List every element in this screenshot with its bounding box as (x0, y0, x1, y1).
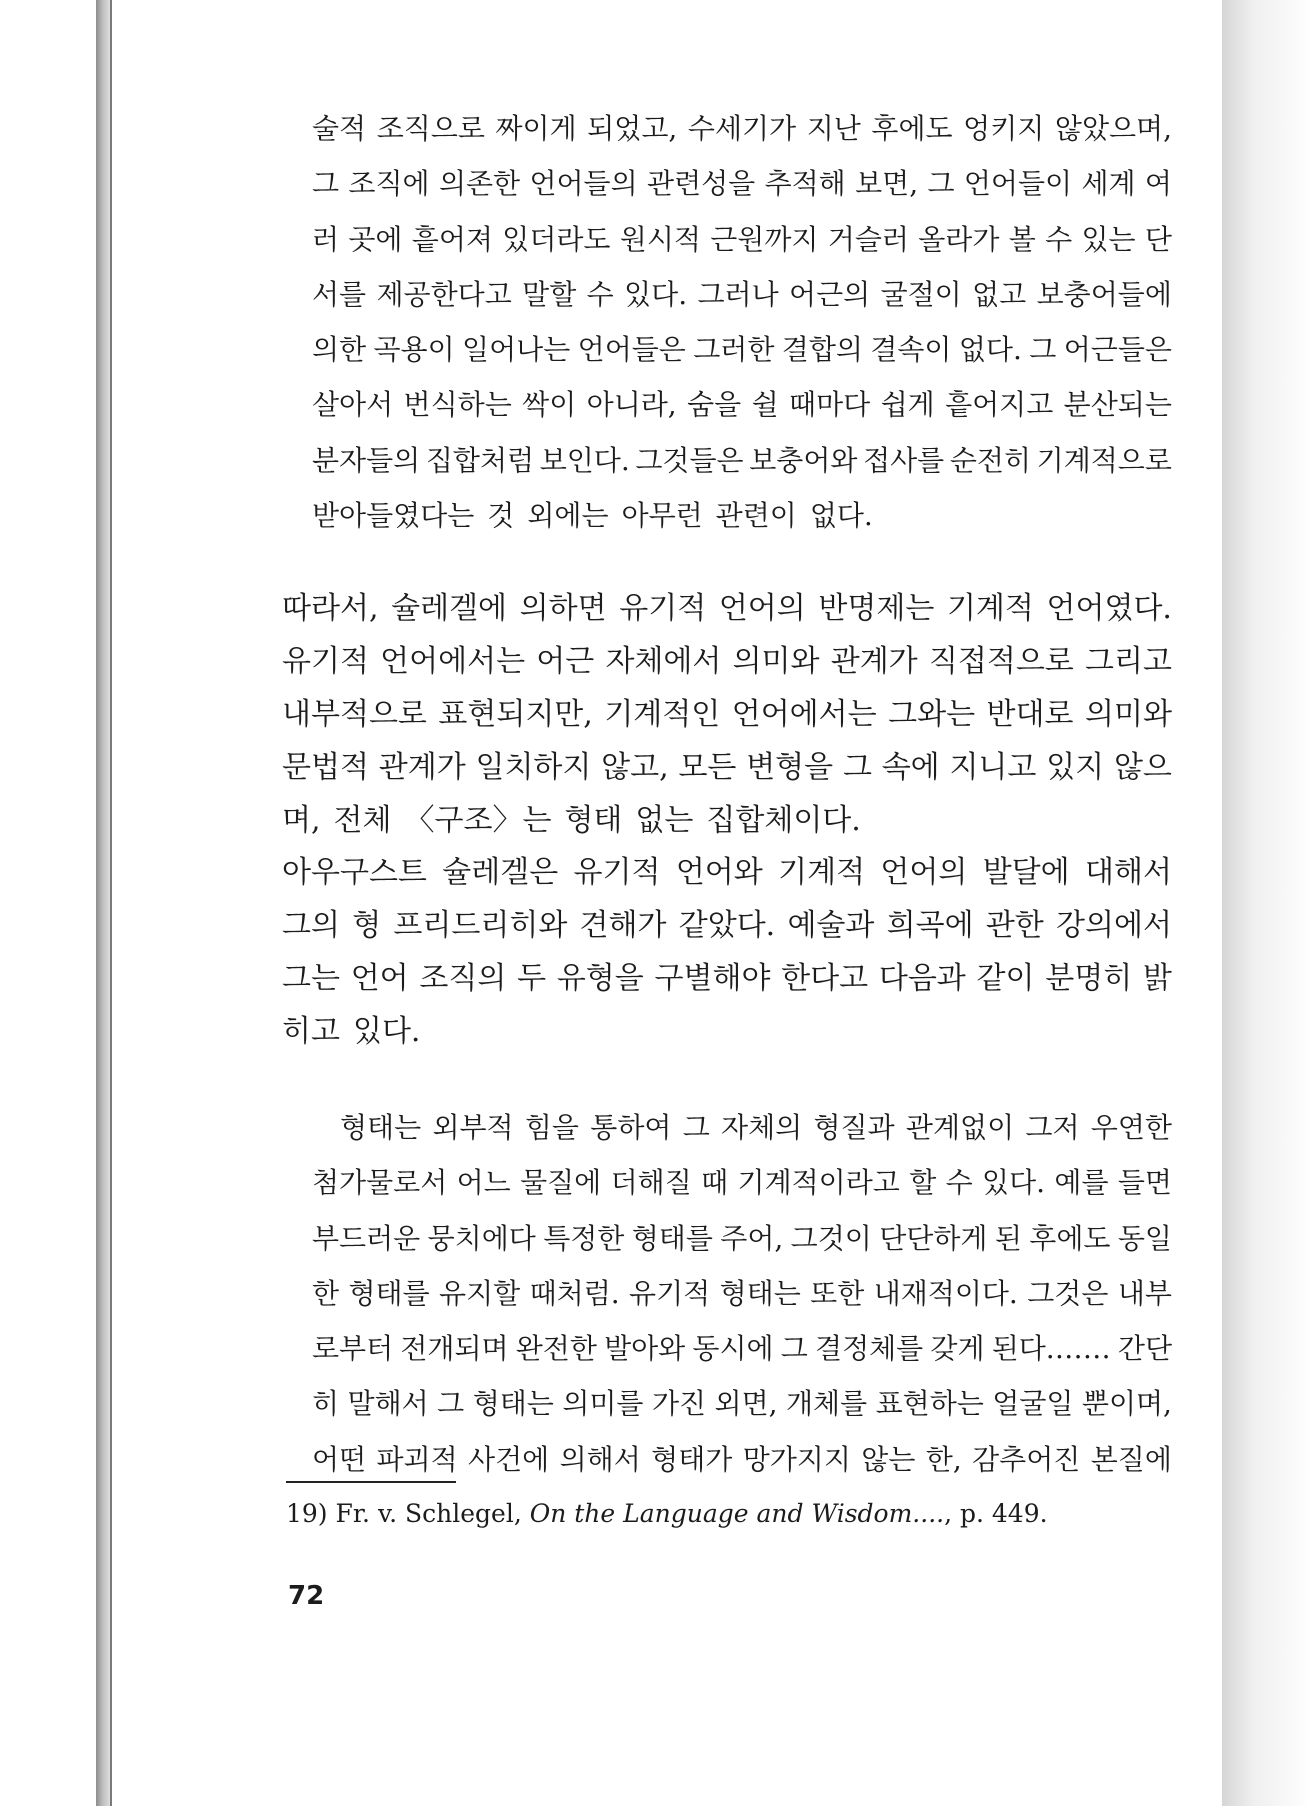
word: 때처럼. (529, 1276, 620, 1310)
word: 간단 (1117, 1332, 1172, 1366)
word: 지니고 (949, 750, 1037, 785)
text-line (312, 1376, 1172, 1431)
word: 곳에 (348, 222, 403, 256)
footnote-rule (286, 1481, 456, 1483)
word: 언어에서는 (731, 697, 877, 732)
word: 그러한 (693, 333, 775, 367)
word: 흩어져 (411, 222, 493, 256)
word: 의한 (312, 333, 367, 367)
word: 가진 (651, 1387, 707, 1421)
word: 그것이 (790, 1221, 872, 1255)
word: 수 (945, 1166, 973, 1200)
word: 쉽게 (880, 388, 935, 422)
footnote-suffix: , p. 449. (944, 1499, 1048, 1528)
word: 때 (701, 1166, 729, 1200)
word: 표현되지만, (438, 697, 593, 732)
text-line (312, 322, 1172, 377)
word: 그리고 (1084, 644, 1172, 679)
word: 직접적으로 (928, 644, 1074, 679)
word: 발달에 (982, 855, 1070, 890)
word: 예술과 (787, 908, 875, 943)
word: 의미를 (562, 1387, 644, 1421)
word: 조직에 (348, 167, 430, 201)
word: 형태를 (348, 1276, 430, 1310)
text-line (312, 101, 1172, 156)
page-shadow (1222, 0, 1311, 1806)
page-number: 72 (288, 1581, 325, 1611)
word: 통하여 (590, 1111, 672, 1144)
word: 그의 (282, 908, 340, 943)
word: 관계가 (378, 750, 466, 785)
word: 또한 (810, 1276, 865, 1310)
word: 변형을 (746, 750, 834, 785)
word: 형태는 (719, 1276, 801, 1310)
word: 러 (312, 222, 340, 256)
word: 기계적이라고 (737, 1166, 900, 1200)
word: 그 (312, 167, 340, 201)
word: 유지할 (439, 1276, 521, 1310)
word: 히고 (282, 1014, 340, 1049)
word: 관계없이 (905, 1111, 1015, 1144)
word: 그와는 (888, 697, 976, 732)
text-line (312, 156, 1172, 211)
word: 없다. (958, 333, 1022, 367)
word: 순전히 (949, 443, 1032, 477)
word: 있다. (624, 277, 688, 311)
word: 〈구조〉는 (404, 803, 552, 838)
word: 며, (282, 803, 321, 838)
word: 외면, (714, 1387, 778, 1421)
text-line (282, 741, 1172, 794)
word: 그러나 (697, 277, 779, 311)
word: 제공한다고 (376, 277, 512, 311)
word: 물질에 (520, 1166, 602, 1200)
word: 어근들은 (1063, 333, 1172, 367)
word: 다음과 (878, 961, 966, 996)
word: 구별해야 (654, 961, 771, 996)
word: 외에는 (527, 499, 609, 533)
word: 않았으며, (1054, 112, 1172, 145)
text-line (282, 899, 1172, 952)
text-line (312, 267, 1172, 322)
word: 때마다 (789, 388, 871, 422)
word: 후에도 (1029, 1221, 1111, 1255)
word: 파괴적 (376, 1442, 458, 1476)
word: 후에도 (871, 112, 953, 145)
word: 관한 (985, 908, 1044, 943)
word: 아무런 (621, 499, 703, 533)
word: 부드러운 (312, 1221, 421, 1255)
word: 있더라도 (502, 222, 611, 256)
word: 수 (586, 277, 614, 311)
word: 같이 (976, 961, 1035, 996)
word: 내부적으로 (282, 697, 427, 732)
word: 형태는 (472, 1387, 554, 1421)
text-line (282, 582, 1172, 635)
word: 접사를 (863, 443, 945, 477)
word: 말할 (522, 277, 577, 311)
word: 결정체를 (815, 1332, 924, 1366)
word: 단 (1144, 222, 1172, 256)
word: 어근 (536, 644, 595, 679)
word: 그것은 (1027, 1276, 1109, 1310)
word: 갖게 (930, 1332, 985, 1366)
word: 반명제는 (818, 591, 935, 626)
word: 기계적 (778, 855, 866, 890)
word: 모든 (678, 750, 737, 785)
word: 보인다. (539, 443, 630, 477)
word: 살아서 (312, 388, 394, 422)
word: 않는 (861, 1442, 916, 1476)
word: 기계적인 (604, 697, 721, 732)
word: 전체 (333, 803, 392, 838)
text-line (312, 212, 1172, 267)
word: 개체를 (785, 1387, 868, 1421)
word: 관련성을 (647, 167, 756, 201)
word: 않으 (1113, 750, 1172, 785)
word: 의하면 (519, 591, 607, 626)
word: 있지 (1046, 750, 1105, 785)
word: 보충어와 (749, 443, 858, 477)
word: 언어의 (880, 855, 968, 890)
word: 세계 (1081, 167, 1136, 201)
word: 동시에 (692, 1332, 774, 1366)
word: 완전한 (515, 1332, 597, 1366)
word: 표현하는 (875, 1387, 984, 1421)
word: 아우구스트 (282, 855, 427, 890)
word: 보면, (855, 167, 919, 201)
word: 싹이 (522, 388, 577, 422)
word: 문법적 (282, 750, 369, 785)
word: 한 (312, 1276, 340, 1310)
word: 것 (487, 499, 515, 533)
word: 집합처럼 (425, 443, 535, 477)
word: 외부적 (432, 1111, 514, 1144)
word: 의미와 (732, 644, 820, 679)
word: 올라가 (918, 222, 1000, 256)
word: 엉키지 (963, 112, 1045, 145)
word: 강의에서 (1056, 908, 1172, 943)
word: 그저 (1025, 1111, 1080, 1144)
word: 언어들은 (577, 333, 686, 367)
word: 거슬러 (827, 222, 909, 256)
word: 얼굴일 (992, 1387, 1074, 1421)
word: 그 (842, 750, 872, 785)
word: 형질과 (813, 1111, 895, 1144)
word: 그 (927, 167, 955, 201)
word: 아니라, (586, 388, 677, 422)
word: 않고, (601, 750, 669, 785)
text-line (282, 846, 1172, 899)
word: 일어나는 (462, 333, 571, 367)
word: 여 (1144, 167, 1172, 201)
text-line (312, 1266, 1172, 1321)
word: 우연한 (1090, 1111, 1172, 1144)
word: 본질에 (1090, 1442, 1172, 1476)
word: 자체에서 (605, 644, 722, 679)
word: 된 (994, 1221, 1022, 1255)
text-line (312, 488, 1172, 543)
word: 그 (682, 1111, 710, 1144)
footnote-title: On the Language and Wisdom.... (529, 1499, 945, 1528)
word: 의미와 (1084, 697, 1172, 732)
word: 술적 (312, 112, 367, 145)
text-line (282, 1005, 1172, 1058)
word: 그 (1029, 333, 1057, 367)
word: 유기적 (629, 1276, 711, 1310)
word: 언어들이 (963, 167, 1073, 201)
word: 언어였다. (1046, 591, 1172, 626)
word: 슐레겔에 (391, 591, 508, 626)
word: 말해서 (347, 1387, 429, 1421)
word: 조직으로 (376, 112, 485, 145)
word: 형태는 (340, 1111, 422, 1144)
word: 원시적 (619, 222, 701, 256)
word: 사건에 (468, 1442, 550, 1476)
word: 망가지지 (742, 1442, 851, 1476)
word: 언어와 (675, 855, 763, 890)
text-line (282, 794, 1172, 847)
word: 지난 (806, 112, 861, 145)
word: 그는 (282, 961, 340, 996)
text-line (312, 1100, 1172, 1155)
word: 보충어들에 (1036, 277, 1172, 311)
word: 관계가 (830, 644, 918, 679)
word: 더해질 (610, 1166, 692, 1200)
word: 속에 (881, 750, 940, 785)
word: 받아들였다는 (312, 499, 475, 533)
word: 유기적 (619, 591, 707, 626)
word: 수세기가 (687, 112, 797, 145)
word: 분명히 (1045, 961, 1133, 996)
word: 분자들의 (312, 443, 421, 477)
word: 어느 (456, 1166, 511, 1200)
text-line (312, 1432, 1172, 1487)
word: 첨가물로서 (312, 1166, 448, 1200)
footnote (286, 1496, 1048, 1532)
word: 기계적 (946, 591, 1034, 626)
word: 그 (780, 1332, 808, 1366)
text-line (312, 377, 1172, 432)
word: 근원까지 (710, 222, 819, 256)
word: 형태를 (631, 1221, 713, 1255)
word: 프리드리히와 (393, 908, 568, 943)
word: 번식하는 (403, 388, 512, 422)
word: 할 (909, 1166, 937, 1200)
word: 두 (517, 961, 547, 996)
word: 같았다. (678, 908, 776, 943)
word: 관련이 (715, 499, 797, 533)
text-line (282, 952, 1172, 1005)
word: 없고 (972, 277, 1027, 311)
word: 힘을 (524, 1111, 579, 1144)
word: 결속이 (870, 333, 952, 367)
word: 수 (1045, 222, 1073, 256)
word: 서를 (312, 277, 367, 311)
word: 형태 (564, 803, 623, 838)
word: 전개되며 (400, 1332, 509, 1366)
word: 언어 (350, 961, 409, 996)
word: 로부터 (312, 1332, 394, 1366)
word: 견해가 (579, 908, 667, 943)
word: 대해서 (1085, 855, 1172, 890)
block-quote-2 (312, 1100, 1172, 1487)
word: 언어의 (718, 591, 806, 626)
word: 있다. (352, 1014, 421, 1049)
word: 한, (925, 1442, 962, 1476)
word: 단단하게 (879, 1221, 988, 1255)
word: 주어, (720, 1221, 784, 1255)
word: 있다. (982, 1166, 1046, 1200)
footnote-prefix: 19) Fr. v. Schlegel, (286, 1499, 530, 1528)
word: 조직의 (419, 961, 507, 996)
word: 예를 (1054, 1166, 1109, 1200)
word: 있는 (1081, 222, 1136, 256)
word: 굴절이 (880, 277, 962, 311)
word: 형 (352, 908, 382, 943)
word: 결합의 (781, 333, 863, 367)
word: 일치하지 (475, 750, 592, 785)
word: 기계적으로 (1036, 443, 1172, 477)
word: 어근의 (789, 277, 871, 311)
word: 분산되는 (1063, 388, 1172, 422)
word: 동일 (1117, 1221, 1172, 1255)
word: 자체의 (721, 1111, 803, 1144)
text-line (282, 635, 1172, 688)
word: 된다.…… (991, 1332, 1111, 1366)
word: 특정한 (543, 1221, 625, 1255)
text-line (312, 1155, 1172, 1210)
word: 뭉치에다 (427, 1221, 536, 1255)
word: 유기적 (573, 855, 661, 890)
text-line (312, 1211, 1172, 1266)
word: 밝 (1142, 961, 1172, 996)
text-line (312, 433, 1172, 488)
word: 볼 (1008, 222, 1036, 256)
word: 추적해 (764, 167, 846, 201)
word: 내재적이다. (873, 1276, 1018, 1310)
word: 곡용이 (373, 333, 455, 367)
word: 뿐이며, (1081, 1387, 1172, 1421)
word: 내부 (1117, 1276, 1172, 1310)
word: 그 (437, 1387, 465, 1421)
word: 쉴 (751, 388, 779, 422)
paragraph-1 (282, 582, 1172, 847)
block-quote-1 (312, 101, 1172, 543)
word: 감추어진 (972, 1442, 1081, 1476)
word: 발아와 (604, 1332, 686, 1366)
word: 없는 (635, 803, 694, 838)
word: 유형을 (556, 961, 644, 996)
word: 반대로 (986, 697, 1074, 732)
word: 그것들은 (635, 443, 744, 477)
word: 숨을 (687, 388, 742, 422)
word: 언어에서는 (380, 644, 526, 679)
word: 히 (312, 1387, 340, 1421)
word: 없다. (809, 499, 873, 533)
word: 어떤 (312, 1442, 367, 1476)
text-line (282, 688, 1172, 741)
word: 따라서, (282, 591, 379, 626)
paragraph-2 (282, 846, 1172, 1058)
word: 되었고, (587, 112, 678, 145)
word: 유기적 (282, 644, 369, 679)
word: 형태가 (651, 1442, 733, 1476)
word: 집합체이다. (706, 803, 861, 838)
word: 슐레겔은 (442, 855, 559, 890)
word: 의존한 (438, 167, 521, 201)
word: 흩어지고 (945, 388, 1054, 422)
word: 들면 (1117, 1166, 1172, 1200)
word: 희곡에 (886, 908, 974, 943)
word: 짜이게 (495, 112, 577, 145)
text-line (312, 1321, 1172, 1376)
word: 언어들의 (529, 167, 638, 201)
word: 한다고 (781, 961, 869, 996)
word: 의해서 (559, 1442, 641, 1476)
